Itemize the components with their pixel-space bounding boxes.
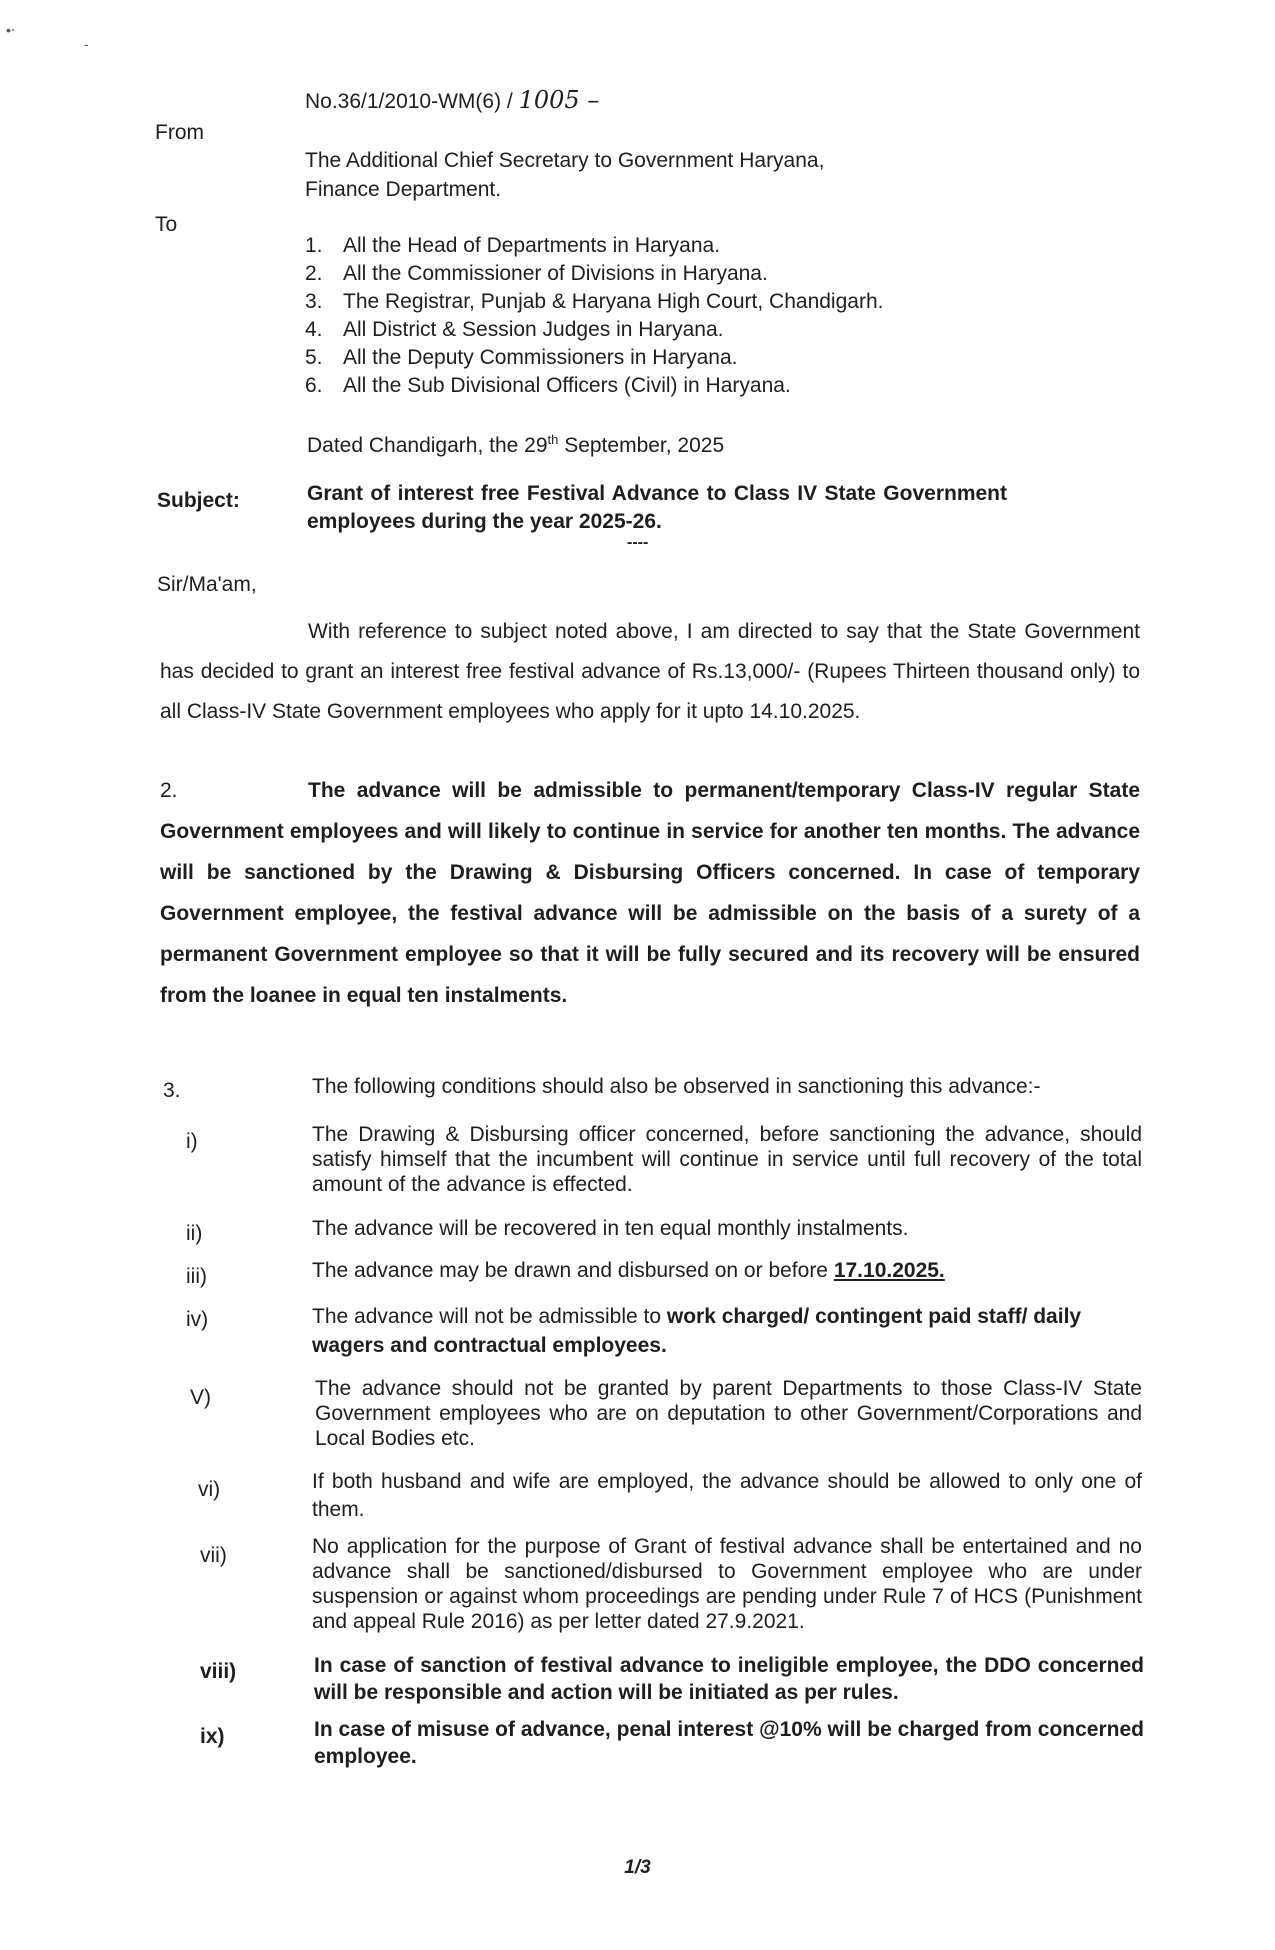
paragraph-2-text: The advance will be admissible to permanent/temporary Class-IV regular State Government employees and will likely to continue in service for another ten months. The advance will be sanctioned by the Drawing & Disbursing Officers concerned. In case of temporary Government employee, the festival advance will be admissible on the basis of a surety of a permanent Government employee so that it will be fully secured and its recovery will be ensured from the loanee in equal ten instalments. (160, 779, 1140, 1007)
condition-number: i) (186, 1130, 198, 1153)
from-line: The Additional Chief Secretary to Government Haryana, (305, 149, 825, 172)
scan-speck: •‧ (6, 22, 16, 38)
recipient-list (305, 232, 883, 400)
condition-number: V) (190, 1386, 211, 1409)
from-block (305, 146, 824, 204)
to-label: To (155, 213, 178, 236)
condition-number: vii) (200, 1544, 227, 1567)
from-label: From (155, 121, 204, 144)
condition-number: iv) (186, 1308, 209, 1331)
paragraph-3-text: The following conditions should also be observed in sanctioning this advance:- (312, 1075, 1041, 1098)
recipient-item: 1. All the Head of Departments in Haryana. (305, 234, 721, 257)
condition-number: vi) (198, 1478, 221, 1501)
condition-text: The advance should not be granted by parent Departments to those Class-IV State Government employees who are on deputation to other Government/Corporations and Local Bodies etc. (315, 1377, 1142, 1450)
page-number: 1/3 (624, 1857, 651, 1878)
condition-number: viii) (200, 1660, 237, 1683)
separator: ---- (627, 534, 649, 551)
recipient-item: 4. All District & Session Judges in Haryana. (305, 318, 724, 341)
scan-speck: - (84, 36, 89, 52)
subject-label: Subject: (157, 489, 240, 512)
file-number (305, 86, 599, 114)
recipient-item: 5. All the Deputy Commissioners in Haryana. (305, 346, 738, 369)
condition-number: ix) (200, 1725, 225, 1748)
condition-number: ii) (186, 1222, 203, 1245)
date-line: Dated Chandigarh, the 29th September, 2025 (307, 432, 725, 457)
recipient-item: 6. All the Sub Divisional Officers (Civil) in Haryana. (305, 374, 791, 397)
paragraph-2 (160, 770, 1140, 1016)
condition-text: The advance will be recovered in ten equal monthly instalments. (312, 1217, 909, 1240)
condition-text: In case of sanction of festival advance to ineligible employee, the DDO concerned will be responsible and action will be initiated as per rules. (314, 1654, 1144, 1704)
condition-text: In case of misuse of advance, penal interest @10% will be charged from concerned employee. (314, 1718, 1144, 1768)
file-number-text: No.36/1/2010-WM(6) / (305, 90, 513, 113)
condition-text: The advance may be drawn and disbursed on or before 17.10.2025. (312, 1259, 945, 1282)
condition-number: iii) (186, 1265, 207, 1288)
paragraph-2-number: 2. (160, 779, 178, 802)
salutation: Sir/Ma'am, (157, 573, 257, 596)
subject-text: Grant of interest free Festival Advance to Class IV State Government employees during the year 2025-26. (307, 482, 1007, 533)
condition-text: The advance will not be admissible to work charged/ contingent paid staff/ daily wagers and contractual employees. (312, 1305, 1082, 1357)
paragraph-1: With reference to subject noted above, I am directed to say that the State Government has decided to grant an interest free festival advance of Rs.13,000/- (Rupees Thirteen thousand only) to all Class-IV State Government employees who apply for it upto 14.10.2025. (160, 620, 1140, 723)
deadline-date: 17.10.2025. (833, 1259, 945, 1282)
condition-text: No application for the purpose of Grant of festival advance shall be entertained and no advance shall be sanctioned/disbursed to Government employee who are under suspension or against whom proceedings are pending under Rule 7 of HCS (Punishment and appeal Rule 2016) as per letter dated 27.9.2021. (312, 1535, 1142, 1633)
condition-text: The Drawing & Disbursing officer concerned, before sanctioning the advance, should satisfy himself that the incumbent will continue in service until full recovery of the total amount of the advance is effected. (312, 1123, 1142, 1196)
recipient-item: 3. The Registrar, Punjab & Haryana High Court, Chandigarh. (305, 290, 884, 313)
from-line: Finance Department. (305, 178, 502, 201)
paragraph-3-number: 3. (163, 1079, 181, 1102)
recipient-item: 2. All the Commissioner of Divisions in Haryana. (305, 262, 768, 285)
condition-text: If both husband and wife are employed, the advance should be allowed to only one of them. (312, 1470, 1142, 1521)
handwritten-dispatch-number: 1005 – (518, 86, 600, 114)
